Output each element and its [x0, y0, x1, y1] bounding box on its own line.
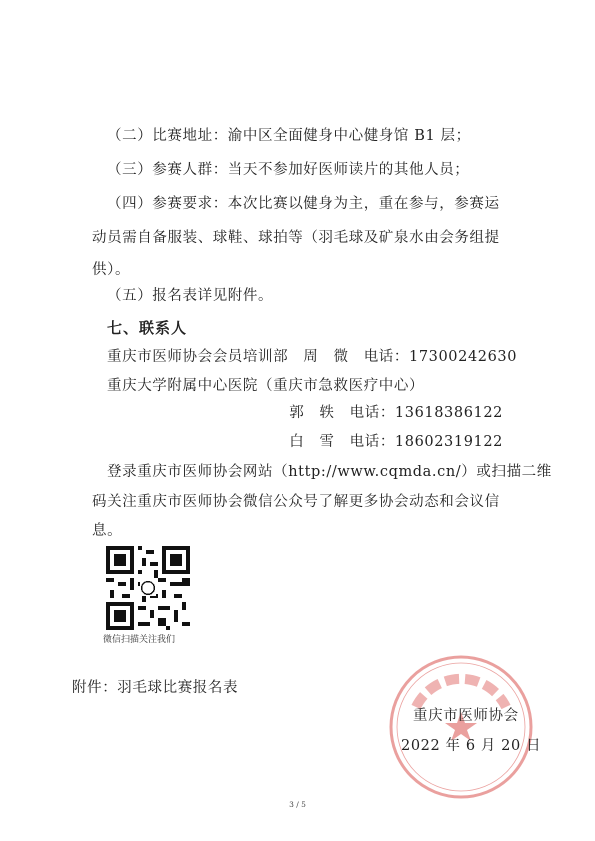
attachment-note: 附件：羽毛球比赛报名表	[72, 680, 239, 696]
website-notice-line3: 息。	[92, 523, 123, 539]
registration-form-item: （五）报名表详见附件。	[107, 288, 274, 304]
page-number: 3 / 5	[289, 800, 306, 809]
signature-organization: 重庆市医师协会	[413, 708, 519, 724]
official-seal-icon	[386, 652, 536, 802]
contact-line-2: 重庆大学附属中心医院（重庆市急救医疗中心）	[107, 378, 425, 394]
requirements-item-line2: 动员需自备服装、球鞋、球拍等（羽毛球及矿泉水由会务组提	[92, 230, 500, 246]
contact-line-1: 重庆市医师协会会员培训部 周 微 电话：17300242630	[107, 349, 518, 365]
venue-item: （二）比赛地址：渝中区全面健身中心健身馆 B1 层；	[107, 128, 471, 144]
qr-code-image	[106, 546, 190, 630]
website-notice-line1: 登录重庆市医师协会网站（http://www.cqmda.cn/）或扫描二维	[107, 464, 552, 480]
contact-line-3: 郭 轶 电话：13618386122	[289, 405, 503, 421]
requirements-item-line1: （四）参赛要求：本次比赛以健身为主，重在参与，参赛运	[107, 196, 500, 212]
qr-caption: 微信扫描关注我们	[103, 635, 176, 645]
requirements-item-line3: 供）。	[92, 262, 131, 278]
contact-heading: 七、联系人	[107, 319, 188, 337]
signature-date: 2022 年 6 月 20 日	[401, 738, 542, 754]
participants-item: （三）参赛人群：当天不参加好医师读片的其他人员；	[107, 162, 470, 178]
contact-line-4: 白 雪 电话：18602319122	[289, 434, 503, 450]
website-notice-line2: 码关注重庆市医师协会微信公众号了解更多协会动态和会议信	[92, 494, 500, 510]
